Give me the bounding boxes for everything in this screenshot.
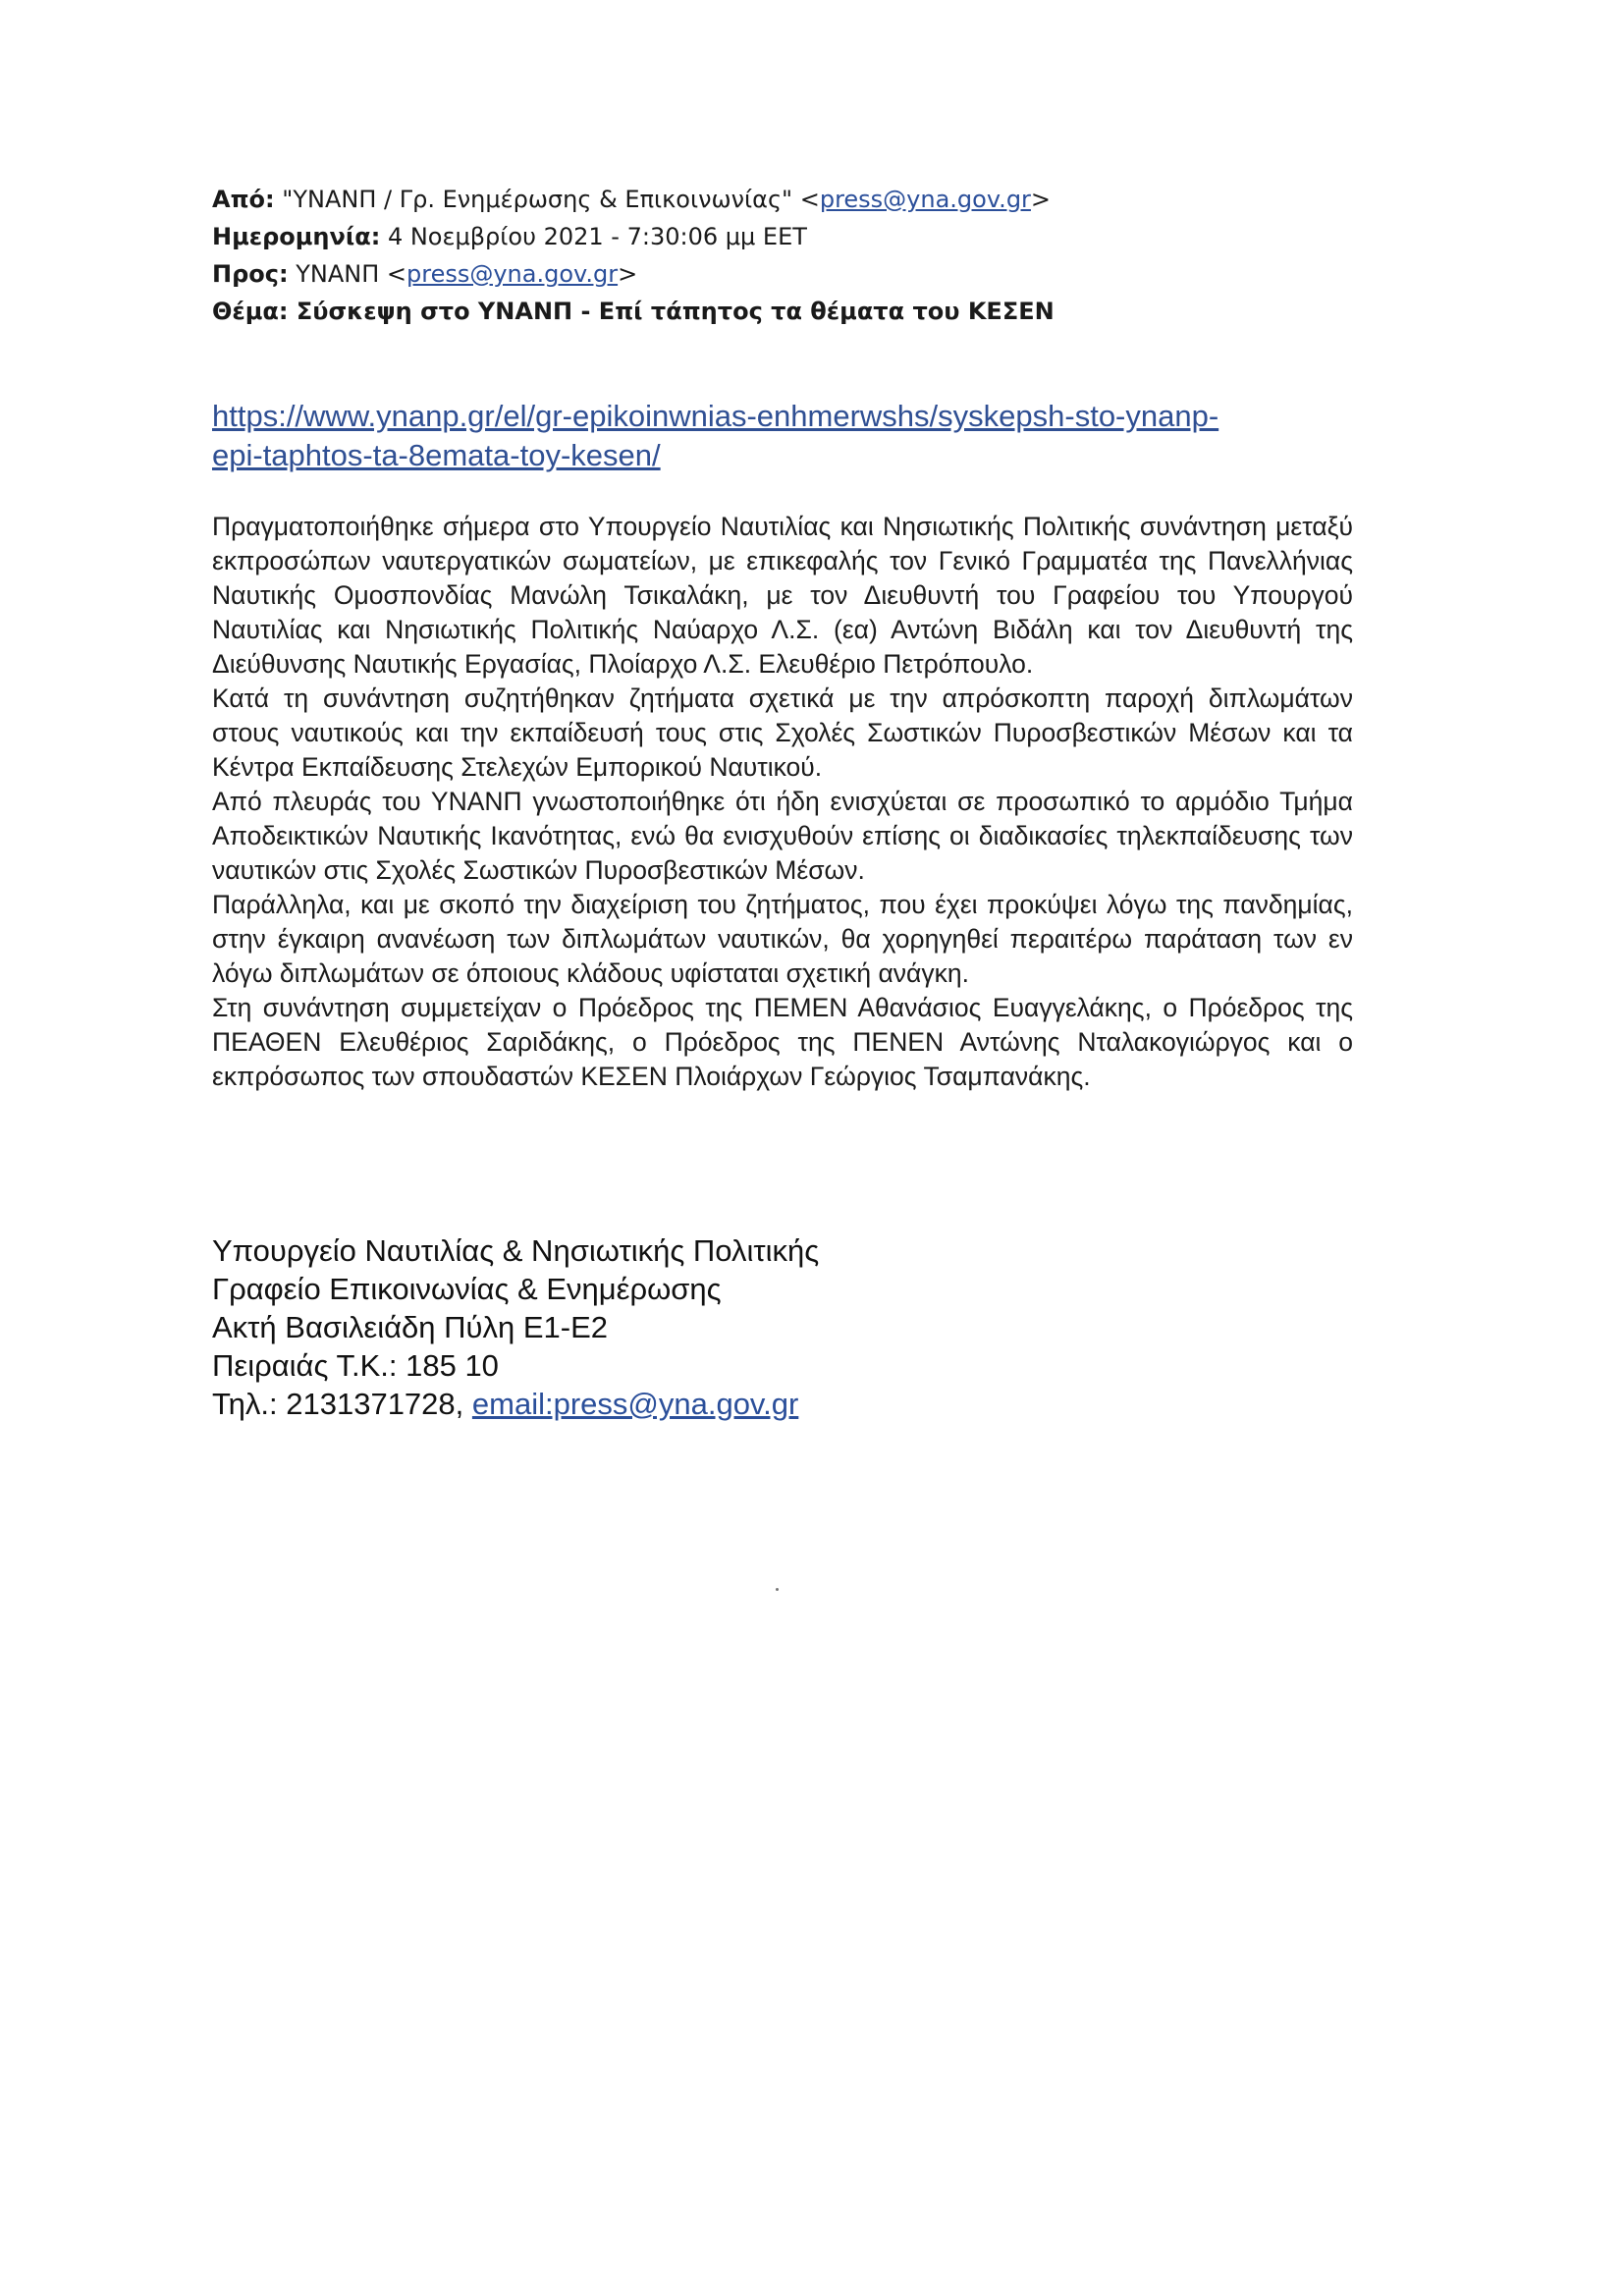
body-paragraph: Παράλληλα, και με σκοπό την διαχείριση του ζητήματος, που έχει προκύψει λόγω της πανδημίας, στην έγκαιρη ανανέωση των διπλωμάτων ναυτικών, θα χορηγηθεί περαιτέρω παράταση των εν λόγω διπλωμάτων σε όποιους κλάδους υφίσταται σχετική ανάγκη. xyxy=(212,890,1353,988)
signature-contact xyxy=(212,1385,1194,1423)
to-email-link[interactable]: press@yna.gov.gr xyxy=(406,260,619,288)
signature-block xyxy=(212,1231,1194,1423)
url-link-line-2[interactable]: epi-taphtos-ta-8emata-toy-kesen/ xyxy=(212,438,661,472)
url-link-line-1[interactable]: https://www.ynanp.gr/el/gr-epikoinwnias-enhmerwshs/syskepsh-sto-ynanp- xyxy=(212,399,1219,433)
date-value: 4 Νοεμβρίου 2021 - 7:30:06 μμ EET xyxy=(387,223,807,250)
lt-sign: < xyxy=(799,186,820,213)
signature-address: Ακτή Βασιλειάδη Πύλη Ε1-Ε2 xyxy=(212,1310,608,1344)
to-row xyxy=(212,255,1390,293)
from-name: "ΥΝΑΝΠ / Γρ. Ενημέρωσης & Επικοινωνίας" xyxy=(282,186,793,213)
body-paragraph: Στη συνάντηση συμμετείχαν ο Πρόεδρος της ΠΕΜΕΝ Αθανάσιος Ευαγγελάκης, ο Πρόεδρος της ΠΕΑΘΕΝ Ελευθέριος Σαριδάκης, ο Πρόεδρος της ΠΕΝΕΝ Αντώνης Νταλακογιώργος και ο εκπρόσωπος των σπουδαστών ΚΕΣΕΝ Πλοιάρχων Γεώργιος Τσαμπανάκης. xyxy=(212,993,1353,1091)
email-header xyxy=(212,181,1390,330)
to-name: ΥΝΑΝΠ xyxy=(296,260,380,288)
article-url xyxy=(212,397,1390,475)
body-paragraph: Κατά τη συνάντηση συζητήθηκαν ζητήματα σχετικά με την απρόσκοπτη παροχή διπλωμάτων στους ναυτικούς και την εκπαίδευσή τους στις Σχολές Σωστικών Πυροσβεστικών Μέσων και τα Κέντρα Εκπαίδευσης Στελεχών Εμπορικού Ναυτικού. xyxy=(212,683,1353,782)
date-row xyxy=(212,218,1390,255)
signature-office: Γραφείο Επικοινωνίας & Ενημέρωσης xyxy=(212,1272,722,1306)
signature-email-link[interactable]: email:press@yna.gov.gr xyxy=(471,1387,799,1421)
subject-text: Θέμα: Σύσκεψη στο ΥΝΑΝΠ - Επί τάπητος τα θέματα του ΚΕΣΕΝ xyxy=(212,298,1055,325)
date-label: Ημερομηνία: xyxy=(212,223,381,250)
body-paragraph: Πραγματοποιήθηκε σήμερα στο Υπουργείο Ναυτιλίας και Νησιωτικής Πολιτικής συνάντηση μεταξύ εκπροσώπων ναυτεργατικών σωματείων, με επικεφαλής τον Γενικό Γραμματέα της Πανελλήνιας Ναυτικής Ομοσπονδίας Μανώλη Τσικαλάκη, με τον Διευθυντή του Γραφείου του Υπουργού Ναυτιλίας και Νησιωτικής Πολιτικής Ναύαρχο Λ.Σ. (εα) Αντώνη Βιδάλη και τον Διευθυντή της Διεύθυνσης Ναυτικής Εργασίας, Πλοίαρχο Λ.Σ. Ελευθέριο Πετρόπουλο. xyxy=(212,512,1353,679)
subject-row xyxy=(212,293,1390,330)
from-label: Από: xyxy=(212,186,275,213)
from-email-link[interactable]: press@yna.gov.gr xyxy=(819,186,1031,213)
to-label: Προς: xyxy=(212,260,289,288)
lt-sign: < xyxy=(386,260,406,288)
body-paragraph: Από πλευράς του ΥΝΑΝΠ γνωστοποιήθηκε ότι ήδη ενισχύεται σε προσωπικό το αρμόδιο Τμήμα Αποδεικτικών Ναυτικής Ικανότητας, ενώ θα ενισχυθούν επίσης οι διαδικασίες τηλεκπαίδευσης των ναυτικών στις Σχολές Σωστικών Πυροσβεστικών Μέσων. xyxy=(212,787,1353,885)
from-row xyxy=(212,181,1390,218)
scan-speck xyxy=(776,1588,779,1591)
message-body xyxy=(212,510,1353,1094)
signature-postcode: Πειραιάς Τ.Κ.: 185 10 xyxy=(212,1348,499,1383)
signature-ministry: Υπουργείο Ναυτιλίας & Νησιωτικής Πολιτικής xyxy=(212,1233,820,1268)
gt-sign: > xyxy=(1030,186,1052,213)
signature-phone: Τηλ.: 2131371728, xyxy=(212,1387,472,1421)
gt-sign: > xyxy=(618,260,638,288)
